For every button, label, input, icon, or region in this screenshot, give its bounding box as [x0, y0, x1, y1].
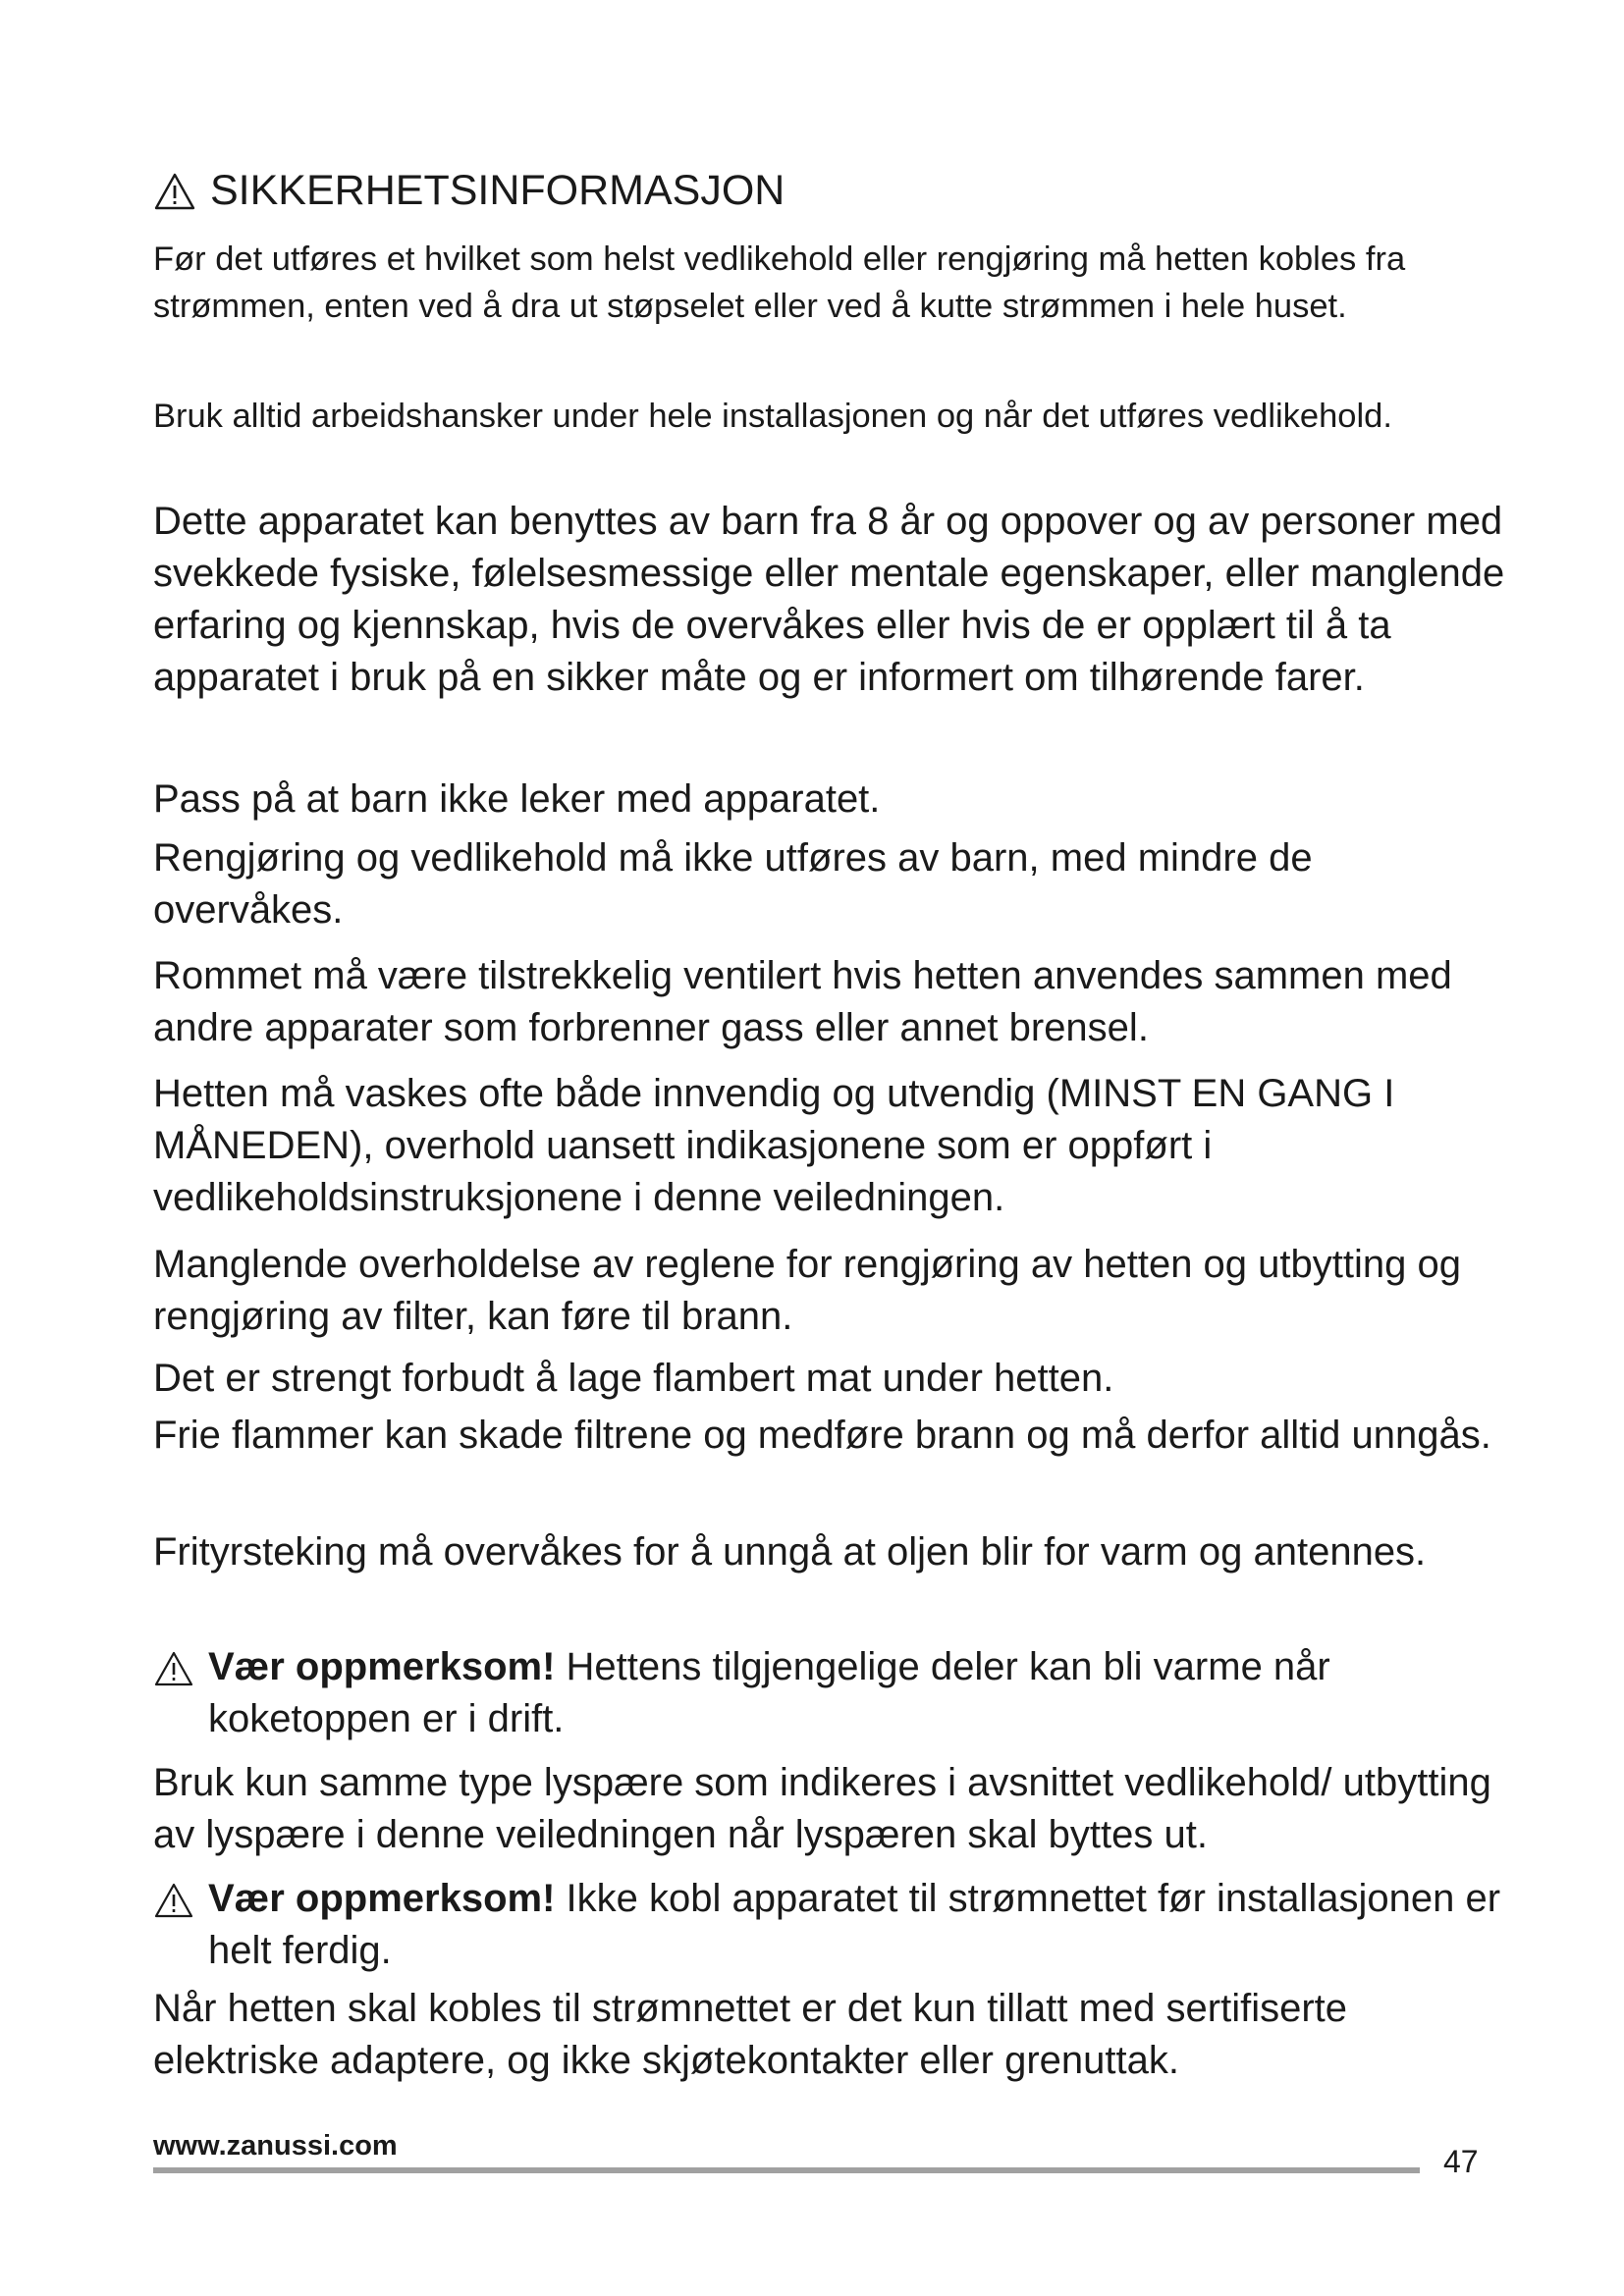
section-heading-text: SIKKERHETSINFORMASJON — [210, 167, 785, 214]
paragraph-open-flames: Frie flammer kan skade filtrene og medføre brann og må derfor alltid unngås. — [153, 1414, 1491, 1457]
warning-text: Ikke kobl apparatet til strømnettet før installasjonen er helt ferdig. — [208, 1877, 1501, 1972]
paragraph-children-play: Pass på at barn ikke leker med apparatet. — [153, 777, 881, 821]
paragraph-ventilation: Rommet må være tilstrekkelig ventilert hvis hetten anvendes sammen med andre apparater som forbrenner gass eller annet brensel. — [153, 954, 1452, 1049]
paragraph-fire-risk: Manglende overholdelse av reglene for rengjøring av hetten og utbytting og rengjøring av filter, kan føre til brann. — [153, 1243, 1461, 1338]
page-number: 47 — [1443, 2144, 1479, 2179]
warning-triangle-icon — [153, 172, 196, 211]
warning-power-connection — [153, 1873, 1508, 1977]
paragraph-deep-frying: Frityrsteking må overvåkes for å unngå at oljen blir for varm og antennes. — [153, 1530, 1427, 1574]
paragraph-adapters: Når hetten skal kobles til strømnettet er det kun tillatt med sertifiserte elektriske adaptere, og ikke skjøtekontakter eller grenuttak. — [153, 1987, 1348, 2082]
paragraph-light-bulb: Bruk kun samme type lyspære som indikeres i avsnittet vedlikehold/ utbytting av lyspære i denne veiledningen når lyspæren skal byttes ut. — [153, 1761, 1491, 1856]
footer-divider — [153, 2167, 1420, 2173]
footer-website-link[interactable]: www.zanussi.com — [153, 2130, 398, 2162]
warning-label: Vær oppmerksom! — [208, 1645, 556, 1688]
warning-text: Hettens tilgjengelige deler kan bli varme når koketoppen er i drift. — [208, 1645, 1330, 1740]
section-heading — [153, 167, 785, 215]
warning-triangle-icon — [153, 1651, 194, 1686]
paragraph-children-cleaning: Rengjøring og vedlikehold må ikke utføres av barn, med mindre de overvåkes. — [153, 836, 1313, 932]
paragraph-flambe: Det er strengt forbudt å lage flambert mat under hetten. — [153, 1357, 1114, 1400]
warning-hot-parts — [153, 1641, 1508, 1745]
warning-triangle-icon — [153, 1883, 194, 1918]
paragraph-disconnect: Før det utføres et hvilket som helst vedlikehold eller rengjøring må hetten kobles fra strømmen, enten ved å dra ut støpselet eller ved å kutte strømmen i hele huset. — [153, 240, 1406, 325]
warning-label: Vær oppmerksom! — [208, 1877, 556, 1920]
paragraph-gloves: Bruk alltid arbeidshansker under hele installasjonen og når det utføres vedlikehold. — [153, 398, 1392, 435]
paragraph-children-usage: Dette apparatet kan benyttes av barn fra 8 år og oppover og av personer med svekkede fysiske, følelsesmessige eller mentale egenskaper, eller manglende erfaring og kjennskap, hvis de overvåkes eller hvis de er opplært til å ta apparatet i bruk på en sikker måte og er informert om tilhørende farer. — [153, 500, 1505, 699]
paragraph-washing: Hetten må vaskes ofte både innvendig og utvendig (MINST EN GANG I MÅNEDEN), overhold uansett indikasjonene som er oppført i vedlikeholdsinstruksjonene i denne veiledningen. — [153, 1072, 1395, 1219]
